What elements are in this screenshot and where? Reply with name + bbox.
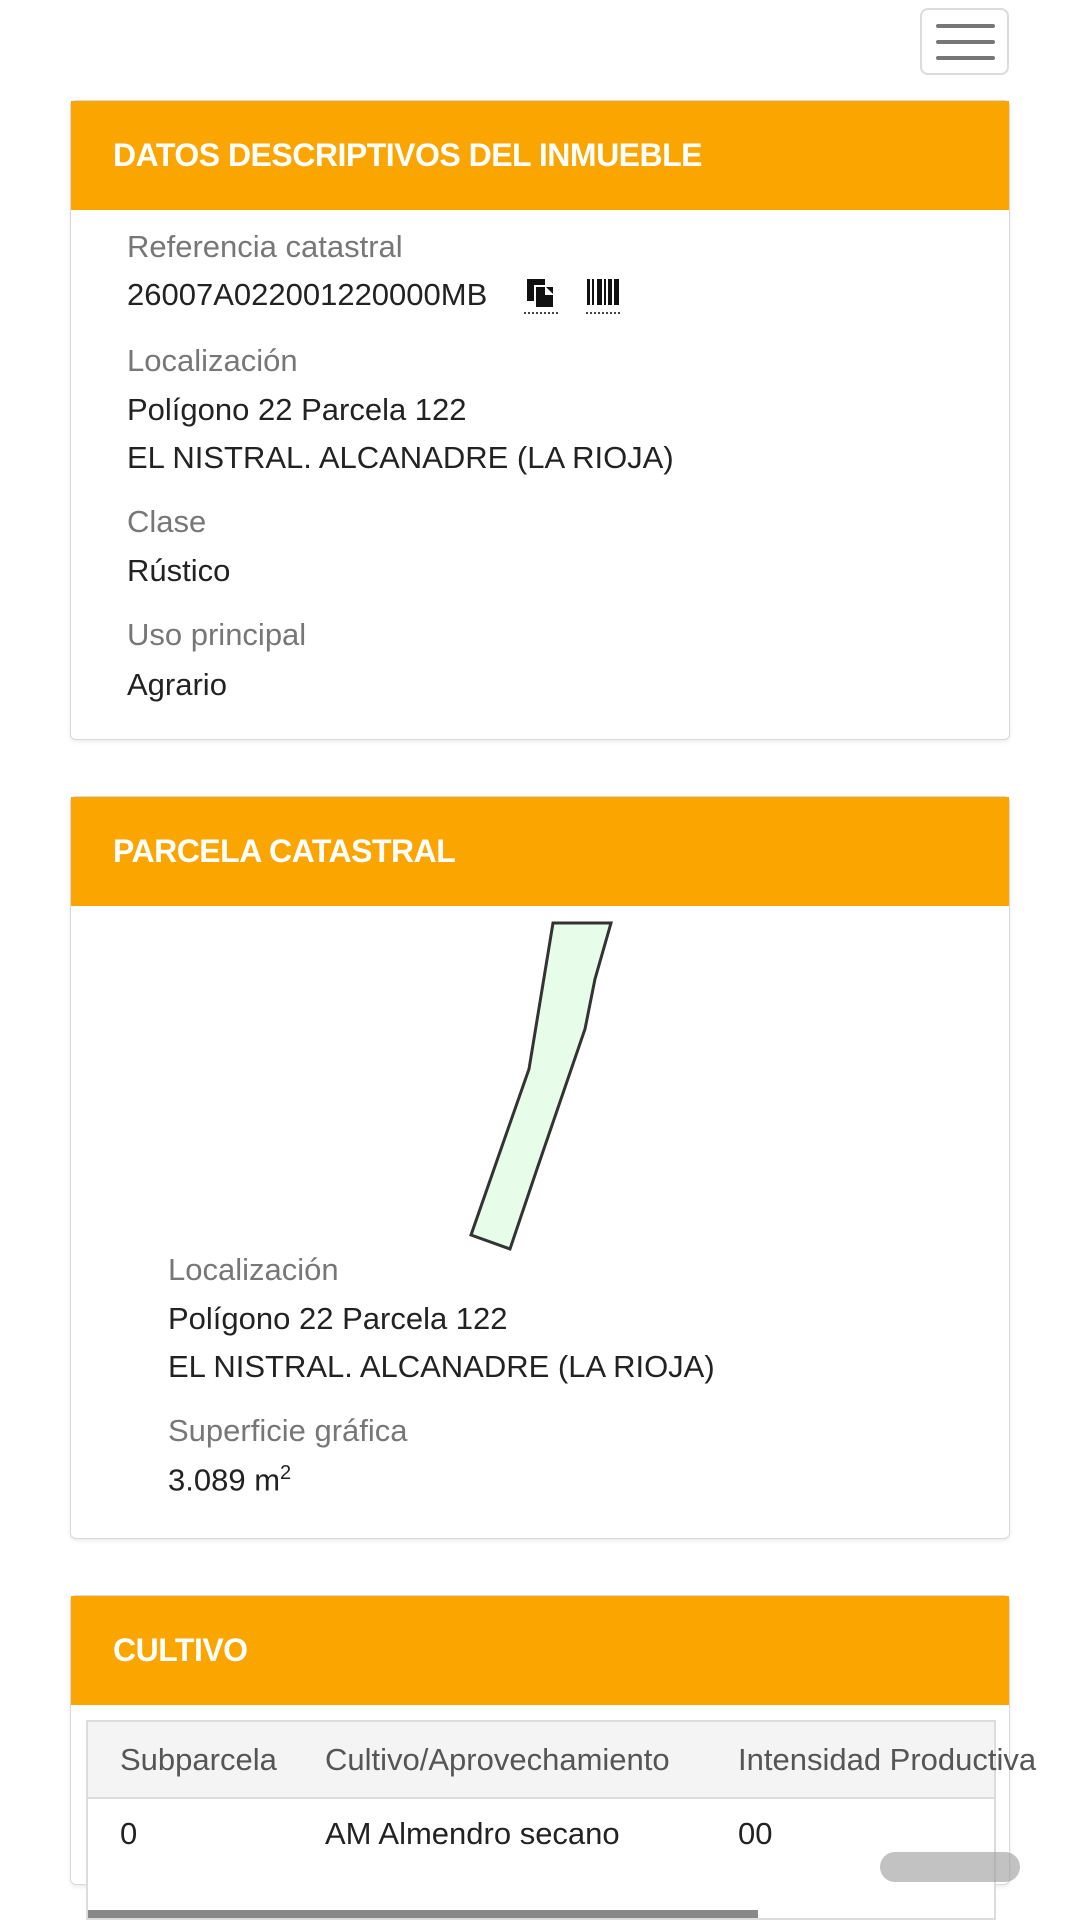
parcel-shape <box>457 919 617 1289</box>
table-header-cultivo: Cultivo/Aprovechamiento <box>325 1742 670 1777</box>
table-cell-cultivo: AM Almendro secano <box>325 1816 620 1851</box>
clase-label: Clase <box>127 504 207 539</box>
parcela-localizacion-line2: EL NISTRAL. ALCANADRE (LA RIOJA) <box>168 1349 715 1384</box>
referencia-value: 26007A022001220000MB <box>127 277 488 312</box>
parcela-localizacion-label: Localización <box>168 1252 339 1287</box>
parcela-catastral-card <box>70 796 1010 1539</box>
superficie-label: Superficie gráfica <box>168 1413 408 1448</box>
uso-value: Agrario <box>127 667 227 702</box>
superficie-value: 3.089 $m^2$ <box>168 1462 292 1498</box>
card-title: PARCELA CATASTRAL <box>71 797 1009 906</box>
page-scroll-thumb[interactable] <box>880 1852 1020 1882</box>
table-cell-intensidad: 00 <box>738 1816 773 1851</box>
card-title: DATOS DESCRIPTIVOS DEL INMUEBLE <box>71 101 1009 210</box>
cultivo-table[interactable] <box>86 1720 1037 1920</box>
menu-button[interactable] <box>920 8 1009 75</box>
table-cell-subparcela: 0 <box>120 1816 138 1851</box>
hamburger-menu-icon <box>936 24 995 28</box>
parcela-localizacion-line1: Polígono 22 Parcela 122 <box>168 1301 508 1336</box>
localizacion-line1: Polígono 22 Parcela 122 <box>127 392 467 427</box>
card-title: CULTIVO <box>71 1596 1009 1705</box>
localizacion-line2: EL NISTRAL. ALCANADRE (LA RIOJA) <box>127 440 674 475</box>
table-header-subparcela: Subparcela <box>120 1742 277 1777</box>
uso-label: Uso principal <box>127 617 307 652</box>
localizacion-label: Localización <box>127 343 298 378</box>
table-header-intensidad: Intensidad Productiva <box>738 1742 1037 1777</box>
cultivo-card <box>70 1595 1037 1885</box>
copy-icon[interactable] <box>521 275 561 315</box>
referencia-label: Referencia catastral <box>127 229 403 264</box>
barcode-icon[interactable] <box>583 275 623 315</box>
horizontal-scrollbar[interactable] <box>88 1910 758 1918</box>
clase-value: Rústico <box>127 553 231 588</box>
datos-descriptivos-card <box>70 100 1010 740</box>
